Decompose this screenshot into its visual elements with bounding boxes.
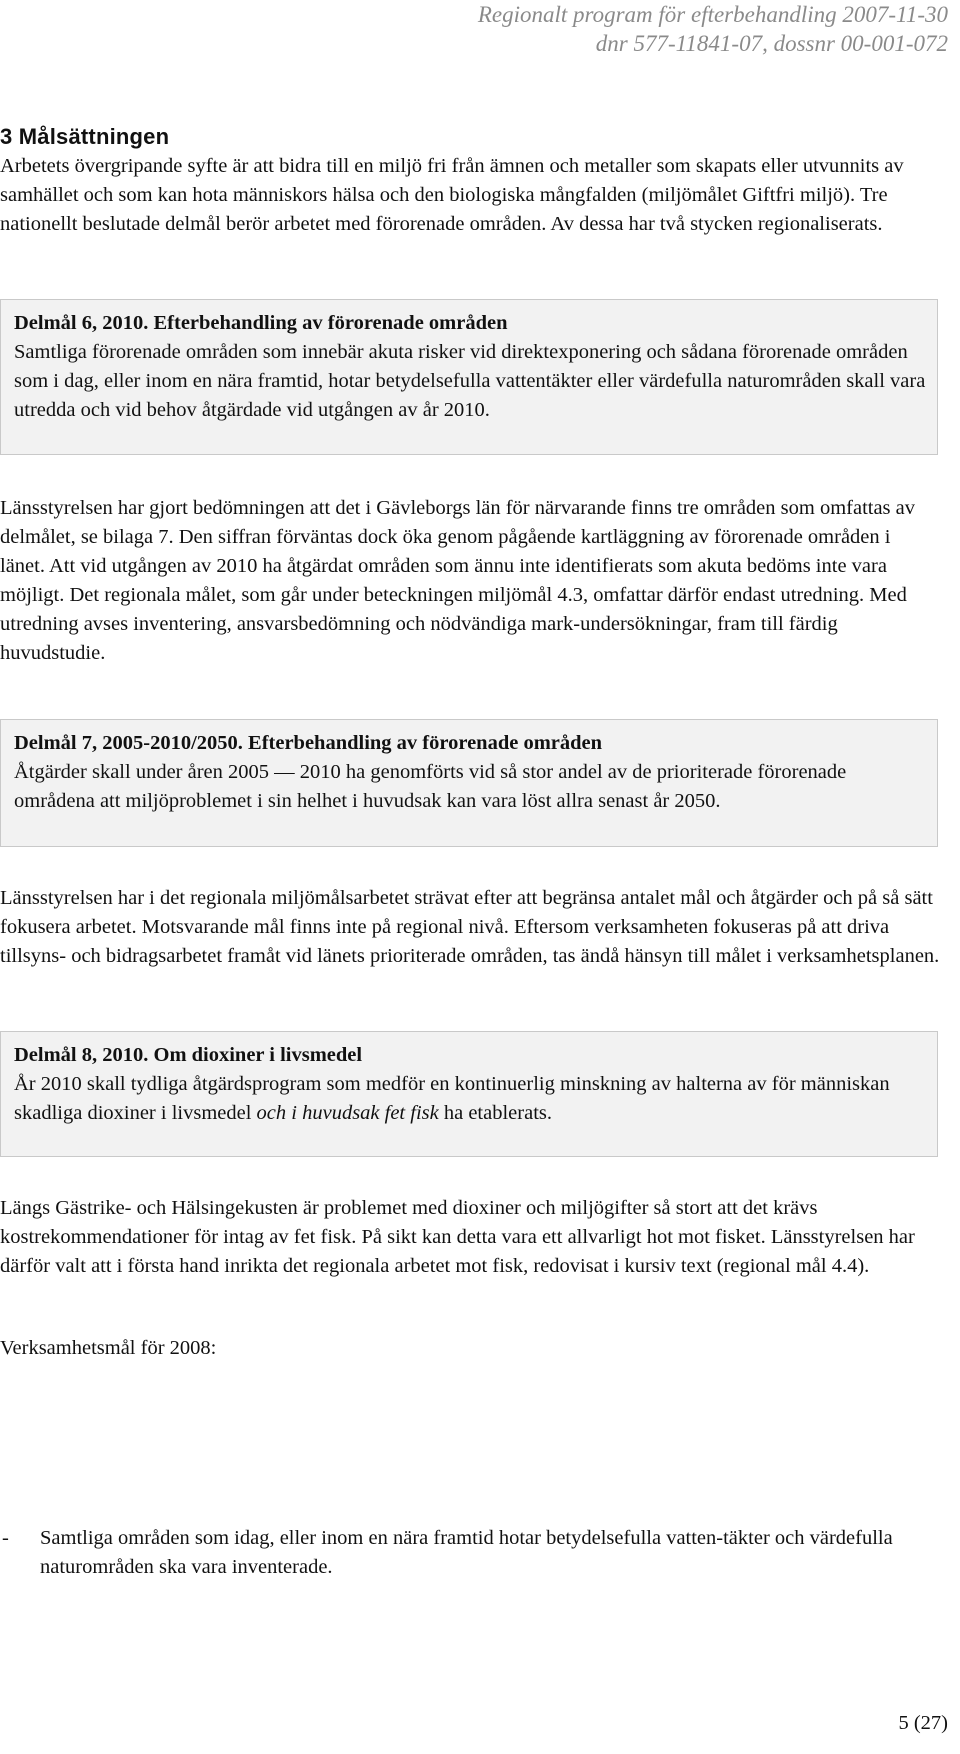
goal-box-text-b: ha etablerats.: [438, 1102, 552, 1124]
goal-box-text: Samtliga förorenade områden som innebär akuta risker vid direktexponering och sådana förorenade områden som i dag, eller inom en nära framtid, hotar betydelsefulla vattentäkter eller värdefulla naturområden skall vara utredda och vid behov åtgärdade vid utgången av år 2010.: [14, 341, 926, 421]
list-bullet: -: [2, 1527, 9, 1549]
goal-box-delmal-6: [0, 299, 938, 455]
page-number: 5 (27): [898, 1712, 948, 1734]
goal-box-delmal-8: [0, 1031, 938, 1157]
goals-heading: Verksamhetsmål för 2008:: [0, 1337, 217, 1359]
goal-box-text-italic: och i huvudsak fet fisk: [256, 1102, 439, 1124]
paragraph-3: Länsstyrelsen har i det regionala miljömålsarbetet strävat efter att begränsa antalet mål och åtgärder och på så sätt fokusera arbetet. Motsvarande mål finns inte på regional nivå. Eftersom verksamheten fokuseras på att driva tillsyns- och bidragsarbetet framåt vid länets prioriterade områden, tas ändå hänsyn till målet i verksamhetsplanen.: [0, 887, 940, 967]
header-line-2: dnr 577-11841-07, dossnr 00-001-072: [595, 31, 948, 56]
goals-list: [0, 1524, 940, 1582]
goal-box-title: Delmål 7, 2005-2010/2050. Efterbehandling av förorenade områden: [14, 732, 603, 754]
section-title: 3 Målsättningen: [0, 124, 170, 149]
goal-box-text: [14, 1070, 927, 1128]
paragraph-2: Länsstyrelsen har gjort bedömningen att det i Gävleborgs län för närvarande finns tre områden som omfattas av delmålet, se bilaga 7. Den siffran förväntas dock öka genom pågående kartläggning av förorenade områden i länet. Att vid utgången av 2010 ha åtgärdat områden som ännu inte identifierats som akuta bedöms inte vara möjligt. Det regionala målet, som går under beteckningen miljömål 4.3, omfattar därför endast utredning. Med utredning avses inventering, ansvarsbedömning och nödvändiga mark-undersökningar, fram till färdig huvudstudie.: [0, 497, 916, 664]
header-line-1: Regionalt program för efterbehandling 2007-11-30: [477, 2, 948, 27]
paragraph-4: Längs Gästrike- och Hälsingekusten är problemet med dioxiner och miljögifter så stort att det krävs kostrekommendationer för intag av fet fisk. På sikt kan detta vara ett allvarligt hot mot fisket. Länsstyrelsen har därför valt att i första hand inrikta det regionala arbetet mot fisk, redovisat i kursiv text (regional mål 4.4).: [0, 1197, 915, 1277]
goal-box-title: Delmål 8, 2010. Om dioxiner i livsmedel: [14, 1044, 363, 1066]
list-item: Samtliga områden som idag, eller inom en nära framtid hotar betydelsefulla vatten-täkter och värdefulla naturområden ska vara inventerade.: [40, 1527, 893, 1578]
goal-box-delmal-7: [0, 719, 938, 847]
page-header: [478, 0, 948, 58]
goal-box-title: Delmål 6, 2010. Efterbehandling av förorenade områden: [14, 312, 508, 334]
goal-box-text: Åtgärder skall under åren 2005 — 2010 ha genomförts vid så stor andel av de prioriterade förorenade områdena att miljöproblemet i sin helhet i huvudsak kan vara löst allra senast år 2050.: [14, 761, 847, 812]
goal-box-text-a: År 2010 skall tydliga åtgärdsprogram som medför en kontinuerlig minskning av halterna av för människan skadliga dioxiner i livsmedel: [14, 1073, 890, 1124]
intro-paragraph: Arbetets övergripande syfte är att bidra till en miljö fri från ämnen och metaller som skapats eller utvunnits av samhället och som kan hota människors hälsa och den biologiska mångfalden (miljömålet Giftfri miljö). Tre nationellt beslutade delmål berör arbetet med förorenade områden. Av dessa har två stycken regionaliserats.: [0, 155, 904, 235]
